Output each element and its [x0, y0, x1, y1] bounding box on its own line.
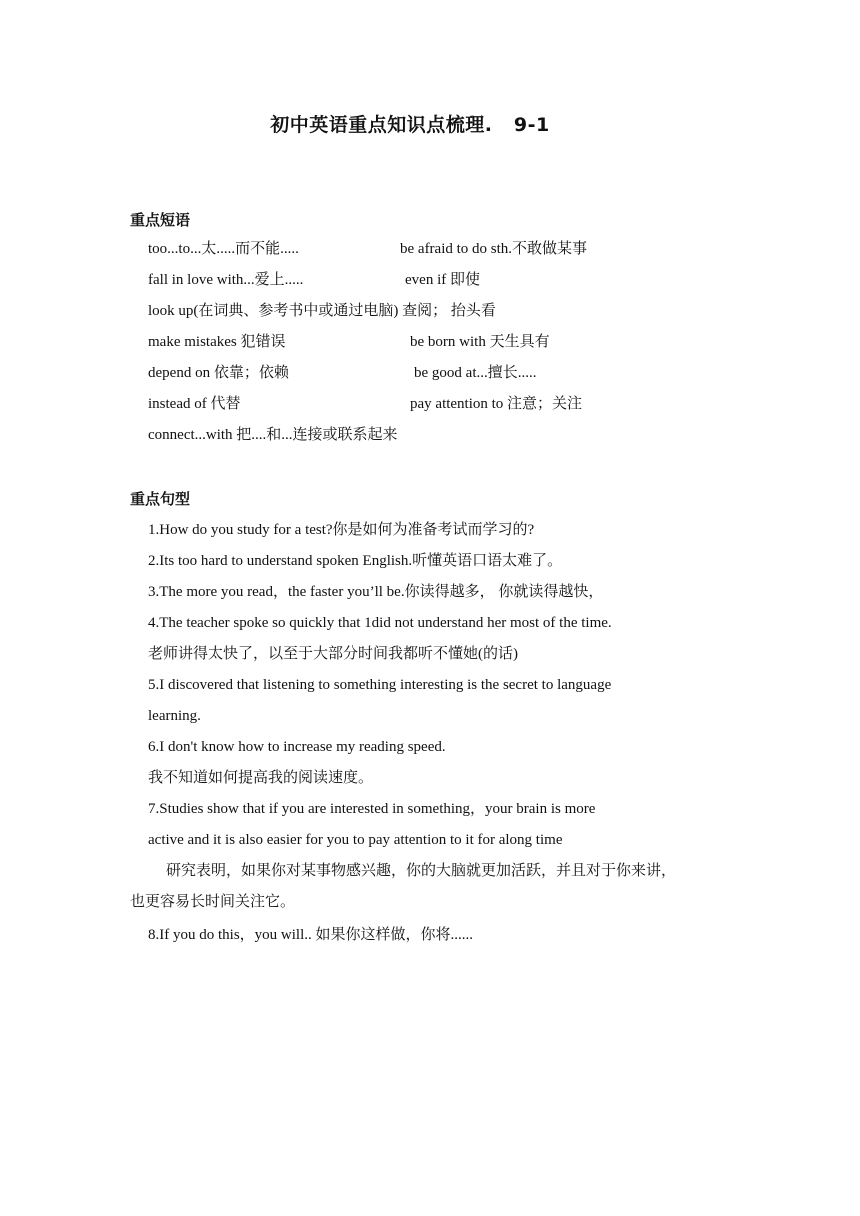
phrase-left: instead of 代替	[148, 396, 241, 412]
sentence-line: 8.If you do this，you will.. 如果你这样做，你将......	[148, 927, 473, 943]
sentences-heading: 重点句型	[130, 490, 191, 508]
phrase-left: connect...with 把....和...连接或联系起来	[148, 427, 398, 443]
phrase-right: be born with 天生具有	[410, 334, 550, 350]
phrase-right: even if 即使	[405, 272, 480, 288]
phrase-left: look up(在词典、参考书中或通过电脑) 查阅； 抬头看	[148, 303, 496, 319]
phrases-heading: 重点短语	[130, 211, 191, 229]
sentence-line: 研究表明，如果你对某事物感兴趣，你的大脑就更加活跃，并且对于你来讲，	[166, 863, 677, 879]
sentence-line: 6.I don't know how to increase my reading speed.	[148, 739, 446, 755]
phrase-left: fall in love with...爱上.....	[148, 272, 304, 288]
sentence-line: 2.Its too hard to understand spoken English.听懂英语口语太难了。	[148, 553, 563, 569]
phrase-left: depend on 依靠；依赖	[148, 365, 289, 381]
sentence-line: 1.How do you study for a test?你是如何为准备考试而学习的?	[148, 522, 535, 538]
sentence-line: 我不知道如何提高我的阅读速度。	[148, 770, 374, 786]
phrase-left: too...to...太.....而不能.....	[148, 241, 299, 257]
sentence-line: 3.The more you read，the faster you’ll be.你读得越多， 你就读得越快，	[148, 584, 604, 600]
page-title: 初中英语重点知识点梳理. 9-1	[270, 114, 550, 136]
sentence-line: 7.Studies show that if you are interested in something，your brain is more	[148, 801, 596, 817]
sentence-line: active and it is also easier for you to pay attention to it for along time	[148, 832, 563, 848]
sentence-line: 也更容易长时间关注它。	[130, 894, 296, 910]
phrase-right: pay attention to 注意；关注	[410, 396, 583, 412]
phrase-right: be afraid to do sth.不敢做某事	[400, 241, 588, 257]
sentence-line: learning.	[148, 708, 201, 724]
sentence-line: 老师讲得太快了，以至于大部分时间我都听不懂她(的话)	[148, 646, 518, 662]
sentence-line: 4.The teacher spoke so quickly that 1did not understand her most of the time.	[148, 615, 612, 631]
phrase-right: be good at...擅长.....	[414, 365, 537, 381]
phrase-left: make mistakes 犯错误	[148, 334, 286, 350]
sentence-line: 5.I discovered that listening to something interesting is the secret to language	[148, 677, 612, 693]
